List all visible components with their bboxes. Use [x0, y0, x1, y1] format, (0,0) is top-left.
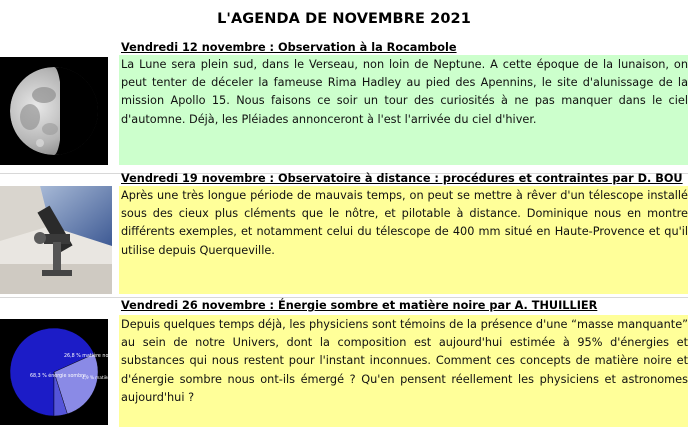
telescope-photo: [0, 186, 112, 294]
event-description: Depuis quelques temps déjà, les physiciens sont témoins de la présence d'une “masse manquante” au sein de notre Univers, dont la composition est aujourd'hui estimée à 95% d'énergies et substances qui nous restent pour l'instant inconnues. Comment ces concepts de matière noire et d'énergie sombre nous ont-ils émergé ? Qu'en pensent réellement les physiciens et astronomes aujourd'hui ?: [119, 315, 688, 427]
event-heading: Vendredi 26 novembre : Énergie sombre et matière noire par A. THUILLIER: [121, 299, 598, 312]
pie-label-dark-energy: 68,3 % énergie sombre: [30, 374, 86, 379]
pie-chart-image: [0, 319, 115, 425]
event-description: La Lune sera plein sud, dans le Verseau, non loin de Neptune. A cette époque de la lunaison, on peut tenter de déceler la fameuse Rima Hadley au pied des Apennins, le site d'alunissage de la mission Apollo 15. Nous faisons ce soir un tour des curiosités à ne pas manquer dans le ciel d'automne. Déjà, les Pléiades annonceront à l'est l'arrivée du ciel d'hiver.: [119, 55, 688, 165]
divider: [0, 297, 688, 298]
page-title: L'AGENDA DE NOVEMBRE 2021: [217, 11, 471, 27]
pie-chart: [0, 319, 115, 425]
moon-photo: [0, 57, 108, 165]
event-heading: Vendredi 12 novembre : Observation à la Rocambole: [121, 41, 457, 54]
event-heading: Vendredi 19 novembre : Observatoire à distance : procédures et contraintes par D. BOU: [121, 172, 683, 185]
pie-label-dark-matter: 26,8 % matière noire: [64, 354, 115, 359]
pie-label-matter: 4,9 % matière: [82, 375, 112, 380]
event-description: Après une très longue période de mauvais temps, on peut se mettre à rêver d'un télescope installé sous des cieux plus cléments que le nôtre, et pilotable à distance. Dominique nous en montre différents exemples, et notamment celui du télescope de 400 mm situé en Haute-Provence et qu'il utilise depuis Querqueville.: [119, 186, 688, 294]
